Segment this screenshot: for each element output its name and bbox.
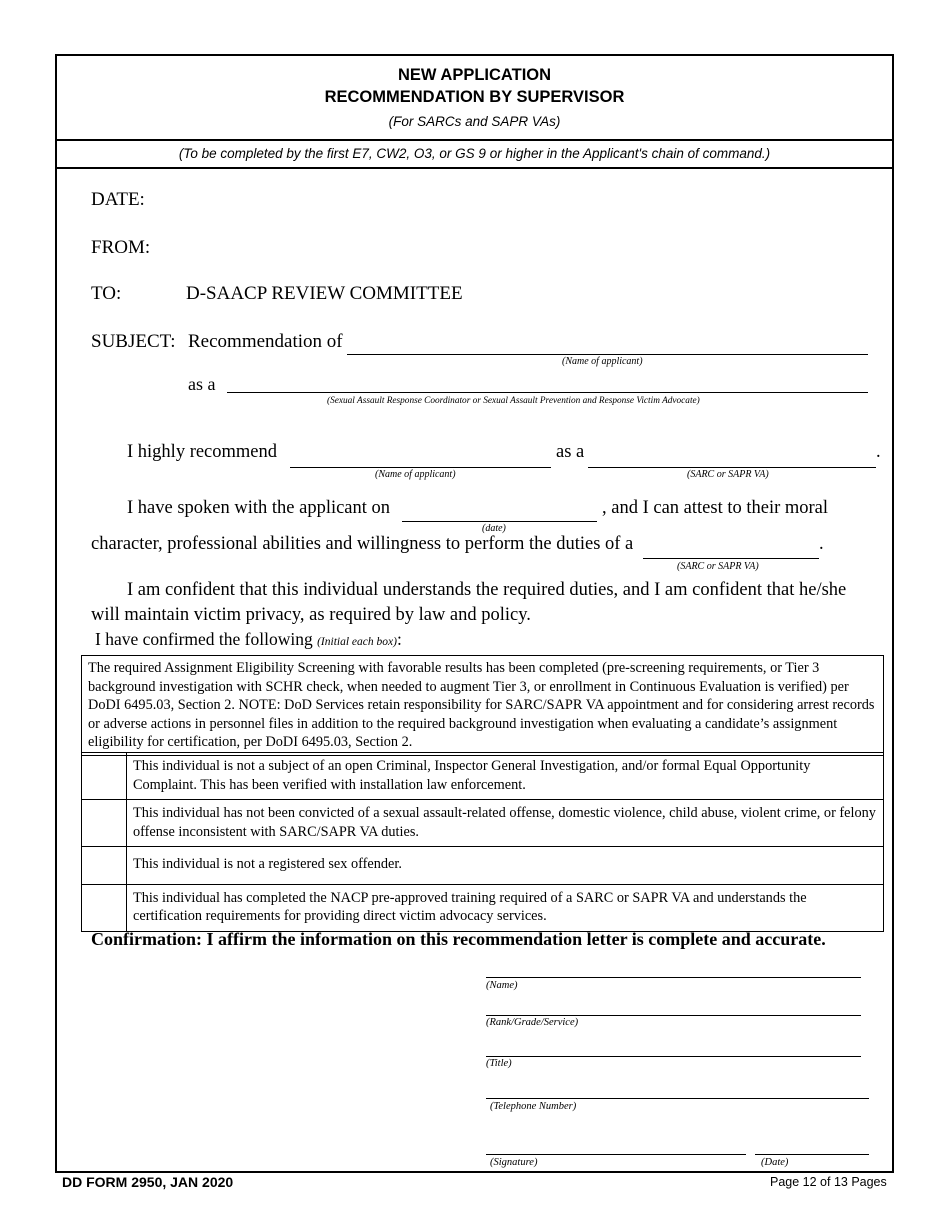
to-label: TO: [91,283,122,304]
as-a-label: as a [188,374,216,394]
form-title-line1: NEW APPLICATION [397,66,552,84]
recommend-name-field[interactable] [290,467,551,468]
spoken-date-caption: (date) [482,523,506,534]
from-label: FROM: [91,237,151,258]
signature-date-field[interactable] [755,1154,869,1155]
signature-caption: (Signature) [490,1157,538,1168]
recommend-name-caption: (Name of applicant) [375,469,456,480]
header-divider [57,139,892,141]
checklist-text-4: This individual has completed the NACP pre-approved training required of a SARC or SAPR VA and understands the certification requirements for providing direct victim advocacy services. [127,884,884,931]
checklist-row [82,800,884,847]
character-role-field[interactable] [643,558,819,559]
confirmed-note: (Initial each box) [317,636,397,648]
confirmed-colon: : [396,629,402,649]
confirmation-statement: Confirmation: I affirm the information on this recommendation letter is complete and accurate. [91,929,826,949]
subject-label: SUBJECT: [91,331,176,352]
checklist-row [82,847,884,885]
initial-box-2[interactable] [82,800,127,847]
spoken-date-field[interactable] [402,521,597,522]
recommend-role-caption: (SARC or SAPR VA) [687,469,769,480]
signature-field[interactable] [486,1154,746,1155]
rank-caption: (Rank/Grade/Service) [486,1017,579,1028]
eligibility-box: The required Assignment Eligibility Screening with favorable results has been completed (pre-screening requirements, or Tier 3 background investigation with SCHR check, when needed to augment Tier 3, or enrollment in Continuous Evaluation is verified) per DoDI 6495.03, Section 2. NOTE: DoD Services retain responsibility for SARC/SAPR VA appointment and for considering arrest records or adverse actions in personnel files in addition to the required background investigation when evaluating a candidate’s assignment eligibility for certification, per DoDI 6495.03, Section 2. [81,655,884,756]
title-caption: (Title) [486,1058,512,1069]
signature-date-caption: (Date) [761,1157,789,1168]
checklist-row [82,884,884,931]
character-text: character, professional abilities and willingness to perform the duties of a [91,534,634,554]
name-field[interactable] [486,977,861,978]
form-frame [55,54,894,1173]
page-number: Page 12 of 13 Pages [770,1175,887,1189]
to-value: D-SAACP REVIEW COMMITTEE [186,283,463,304]
initial-box-3[interactable] [82,847,127,885]
confident-line1: I am confident that this individual understands the required duties, and I am confident that he/she [127,580,847,600]
name-caption: (Name) [486,980,518,991]
checklist-text-3: This individual is not a registered sex offender. [127,847,884,885]
recommend-prefix: I highly recommend [127,442,278,462]
spoken-prefix: I have spoken with the applicant on [127,498,391,518]
instruction-text: (To be completed by the first E7, CW2, O3, or GS 9 or higher in the Applicant's chain of command.) [178,146,771,161]
initial-box-4[interactable] [82,884,127,931]
checklist-row [82,753,884,800]
confirmed-line [95,629,402,650]
date-label: DATE: [91,189,145,210]
checklist-text-1: This individual is not a subject of an open Criminal, Inspector General Investigation, and/or formal Equal Opportunity Complaint. This has been verified with installation law enforcement. [127,753,884,800]
form-title-line2: RECOMMENDATION BY SUPERVISOR [324,88,625,106]
confirmed-text: I have confirmed the following [95,629,313,649]
rank-field[interactable] [486,1015,861,1016]
recommend-period: . [876,442,881,462]
telephone-field[interactable] [486,1098,869,1099]
subject-name-caption: (Name of applicant) [562,356,643,367]
subject-name-field[interactable] [347,354,868,355]
checklist-table [81,752,884,932]
title-field[interactable] [486,1056,861,1057]
checklist-text-2: This individual has not been convicted of a sexual assault-related offense, domestic violence, child abuse, violent crime, or felony offense inconsistent with SARC/SAPR VA duties. [127,800,884,847]
character-period: . [819,534,824,554]
spoken-suffix: , and I can attest to their moral [602,498,829,518]
subject-text: Recommendation of [188,331,343,352]
form-subtitle: (For SARCs and SAPR VAs) [388,114,561,129]
as-a-role-field[interactable] [227,392,868,393]
instruction-divider [57,167,892,169]
as-a-caption: (Sexual Assault Response Coordinator or Sexual Assault Prevention and Response Victim Advocate) [327,396,700,406]
recommend-role-field[interactable] [588,467,876,468]
telephone-caption: (Telephone Number) [490,1101,577,1112]
recommend-as-a: as a [556,442,585,462]
initial-box-1[interactable] [82,753,127,800]
confident-line2: will maintain victim privacy, as required by law and policy. [91,605,531,625]
character-role-caption: (SARC or SAPR VA) [677,561,759,572]
form-id: DD FORM 2950, JAN 2020 [62,1174,234,1190]
